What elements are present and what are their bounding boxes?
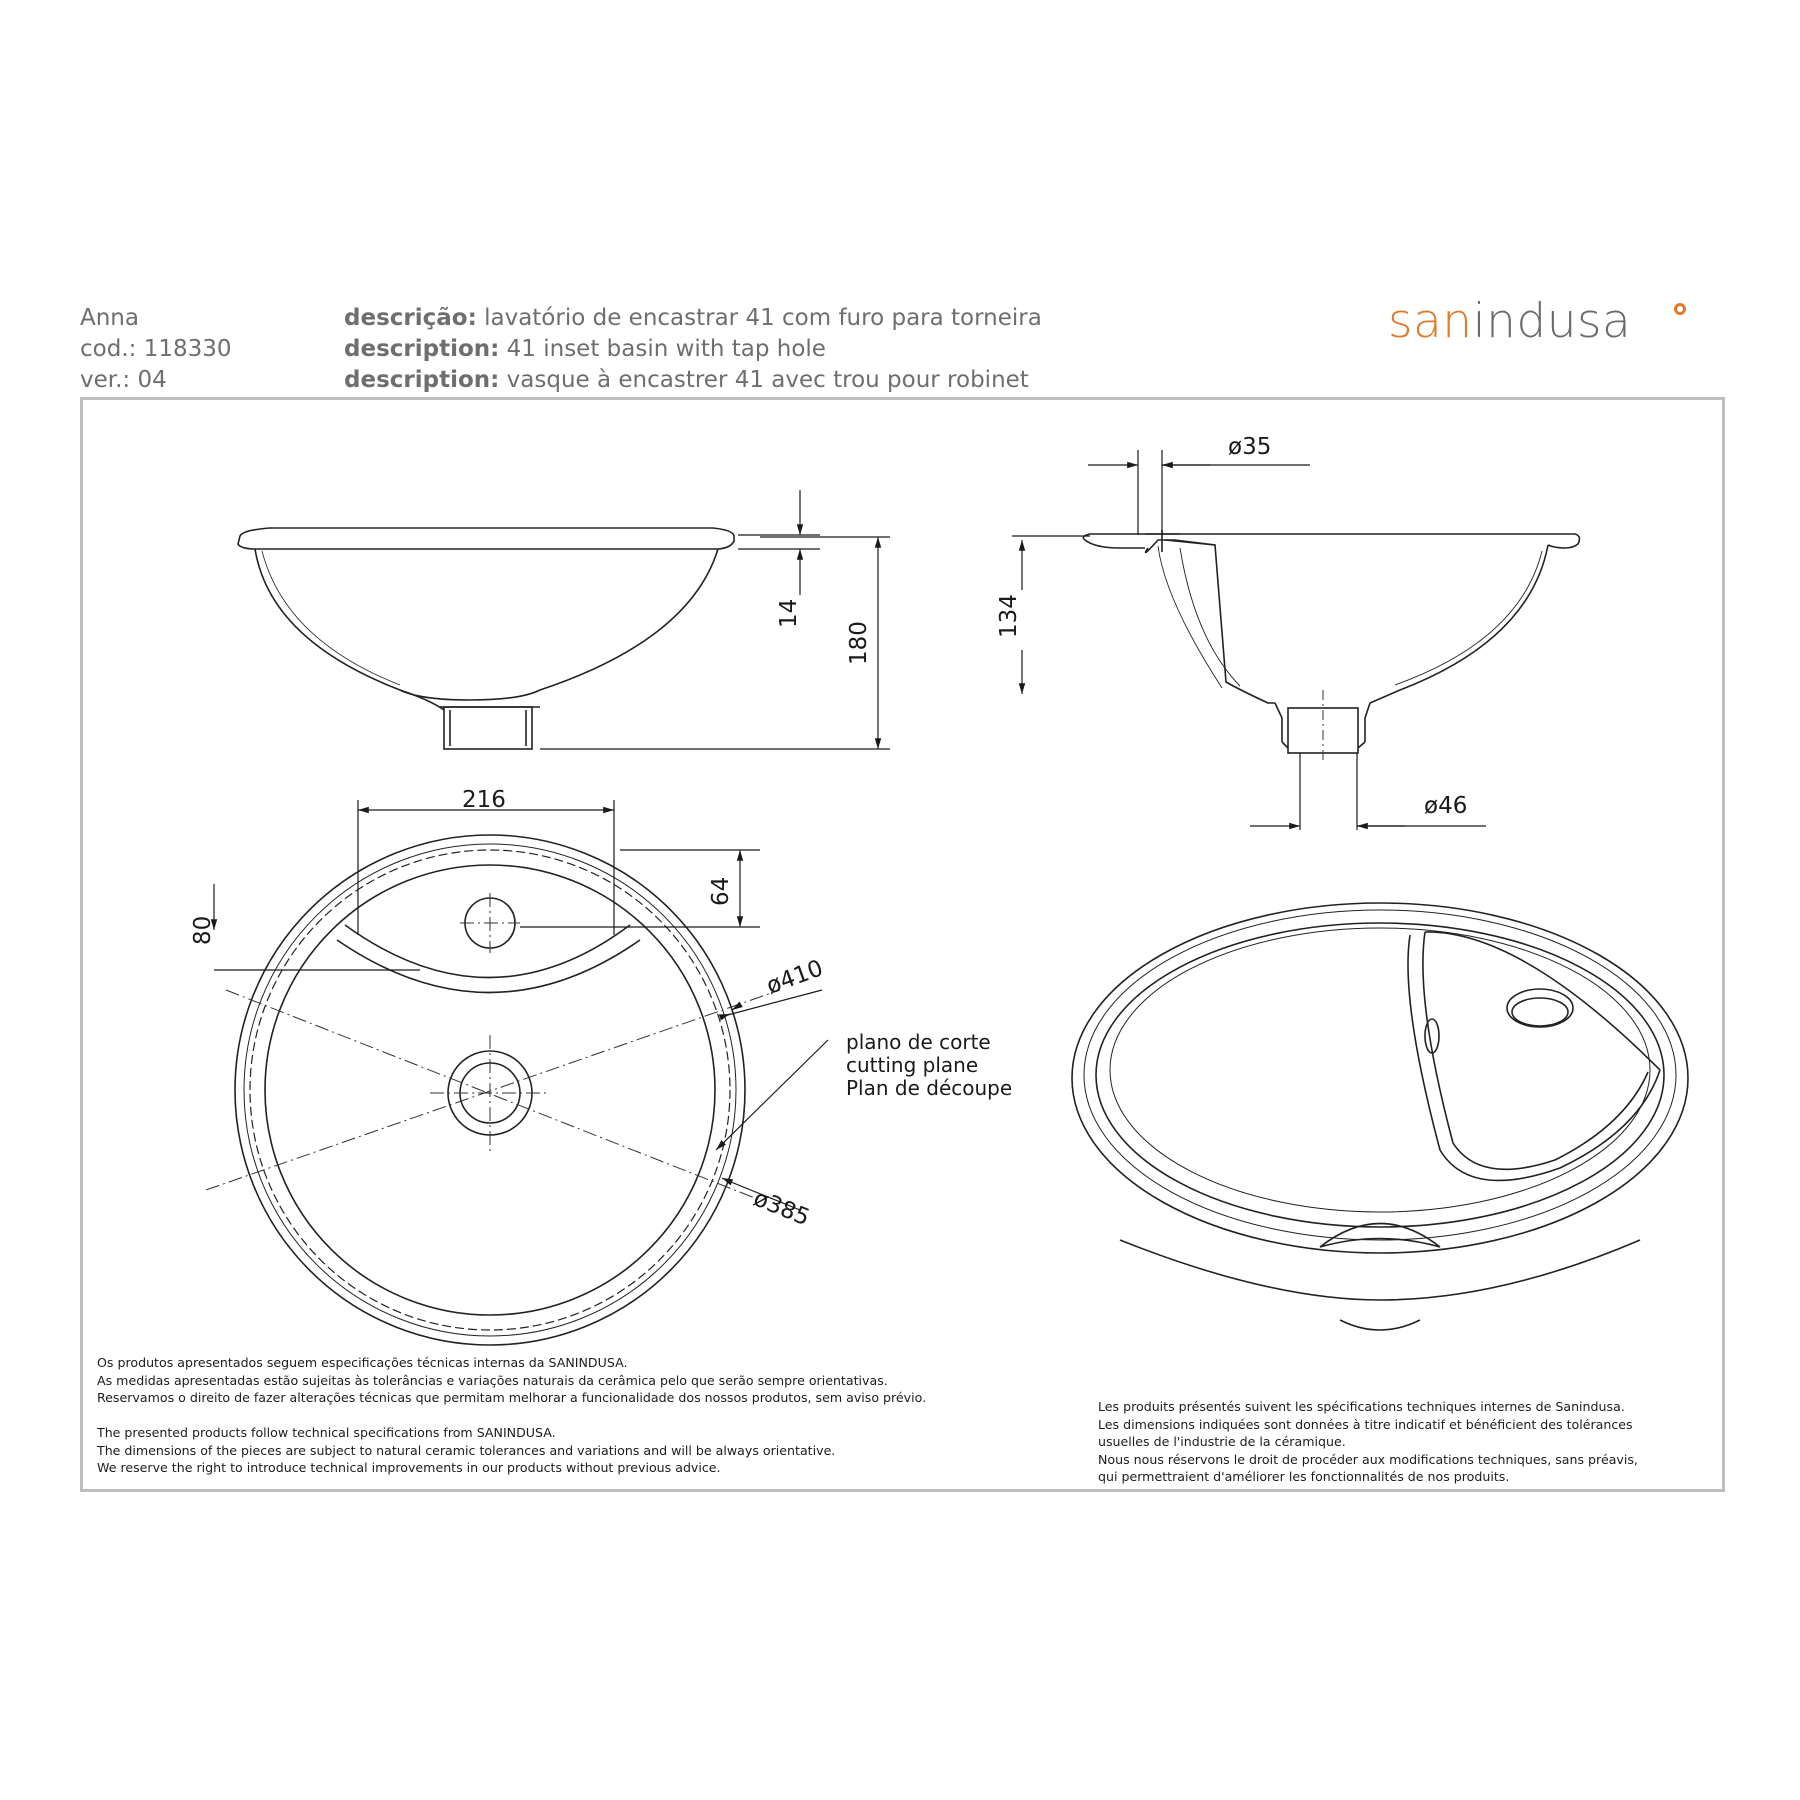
cutting-plane-label-en: cutting plane — [846, 1053, 979, 1077]
note-right-line: usuelles de l'industrie de la céramique. — [1098, 1434, 1346, 1449]
plan-centerlines — [206, 893, 780, 1200]
product-name: Anna — [80, 305, 139, 331]
note-right-line: Les dimensions indiquées sont données à titre indicatif et bénéficient des tolérances — [1098, 1416, 1633, 1432]
dimension-d385: ø385 — [749, 1185, 814, 1232]
note-right-line: Les produits présentés suivent les spécifications techniques internes de Sanindusa. — [1098, 1399, 1625, 1414]
description-en-label: description: — [344, 336, 500, 362]
perspective-view — [1072, 903, 1688, 1330]
section-view — [1083, 530, 1579, 753]
section-dimensions — [1012, 450, 1486, 830]
logo-part-san: san — [1388, 294, 1473, 349]
description-pt-label: descrição: — [344, 305, 477, 331]
note-left-line: Os produtos apresentados seguem especificações técnicas internas da SANINDUSA. — [97, 1355, 628, 1370]
front-elevation-view — [238, 528, 734, 749]
note-left-line: Reservamos o direito de fazer alterações técnicas que permitam melhorar a funcionalidade dos nossos produtos, sem aviso prévio. — [97, 1390, 927, 1405]
dimension-216: 216 — [462, 787, 506, 813]
product-code: cod.: 118330 — [80, 336, 232, 362]
description-fr-text: vasque à encastrer 41 avec trou pour robinet — [506, 367, 1029, 393]
note-left-line: As medidas apresentadas estão sujeitas às tolerâncias e variações naturais da cerâmica pelo que serão sempre orientativas. — [97, 1372, 888, 1388]
note-right-line: Nous nous réservons le droit de procéder aux modifications techniques, sans préavis, — [1098, 1451, 1638, 1467]
dimension-d410: ø410 — [763, 955, 827, 1000]
dimension-64: 64 — [708, 876, 734, 906]
notes-right — [1098, 1398, 1638, 1486]
note-right-line: qui permettraient d'améliorer les fonctionnalités de nos produits. — [1098, 1469, 1510, 1484]
dimension-14: 14 — [776, 598, 802, 628]
dimension-180: 180 — [846, 621, 872, 665]
notes-left — [97, 1354, 926, 1477]
dimension-d46: ø46 — [1424, 793, 1468, 819]
dimension-d35: ø35 — [1228, 434, 1272, 460]
cutting-plane-label-pt: plano de corte — [846, 1030, 991, 1054]
description-en-text: 41 inset basin with tap hole — [506, 336, 826, 362]
note-left-line — [97, 1407, 926, 1425]
cutting-plane-label-fr: Plan de découpe — [846, 1076, 1013, 1100]
note-left-line: The dimensions of the pieces are subject to natural ceramic tolerances and variations and will be always orientative. — [97, 1442, 836, 1458]
logo-part-indusa: indusa — [1472, 294, 1632, 349]
dimension-134: 134 — [996, 594, 1022, 638]
note-left-line: The presented products follow technical specifications from SANINDUSA. — [97, 1425, 556, 1440]
dimension-80: 80 — [190, 915, 216, 945]
note-left-line: We reserve the right to introduce technical improvements in our products without previous advice. — [97, 1460, 721, 1475]
description-pt-text: lavatório de encastrar 41 com furo para torneira — [484, 305, 1042, 331]
product-version: ver.: 04 — [80, 367, 167, 393]
description-fr-label: description: — [344, 367, 500, 393]
